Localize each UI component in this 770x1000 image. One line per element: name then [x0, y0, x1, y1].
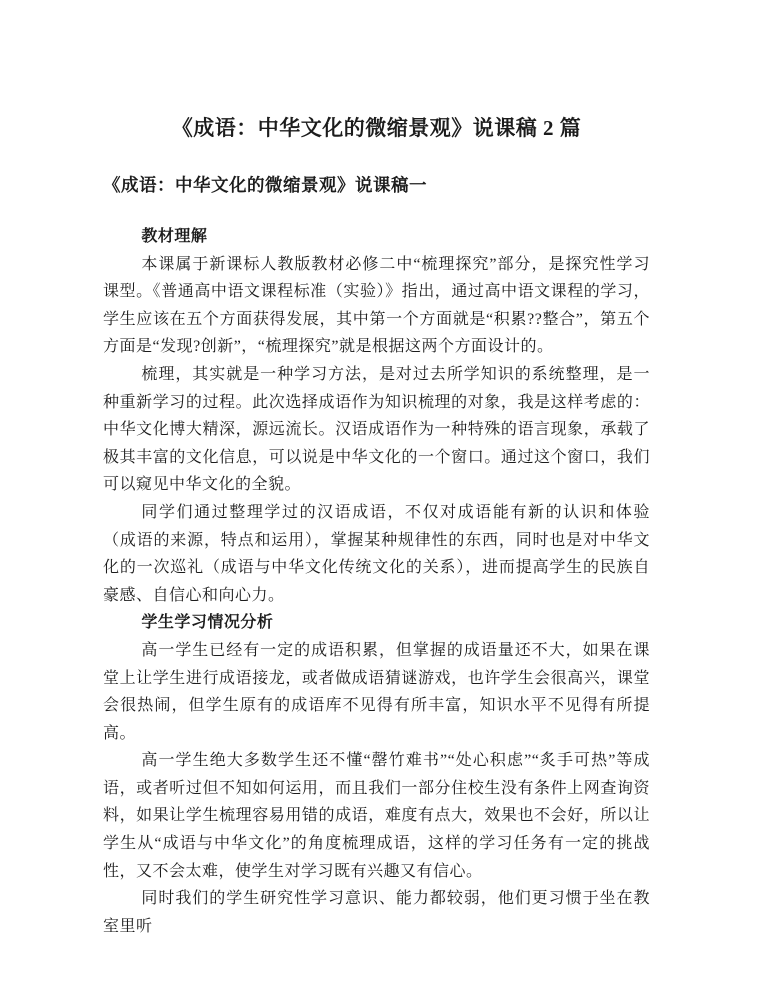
- section-title: 《成语：中华文化的微缩景观》说课稿一: [103, 175, 427, 195]
- paragraph: 同时我们的学生研究性学习意识、能力都较弱，他们更习惯于坐在教室里听: [103, 890, 650, 935]
- paragraph: 梳理，其实就是一种学习方法，是对过去所学知识的系统整理，是一种重新学习的过程。此次选择成语作为知识梳理的对象，我是这样考虑的：中华文化博大精深，源远流长。汉语成语作为一种特殊的语言现象，承载了极其丰富的文化信息，可以说是中华文化的一个窗口。通过这个窗口，我们可以窥见中华文化的全貌。: [103, 365, 650, 494]
- paragraph: 高一学生绝大多数学生还不懂“罄竹难书”“处心积虑”“炙手可热”等成语，或者听过但不知如何运用，而且我们一部分住校生没有条件上网查询资料，如果让学生梳理容易用错的成语，难度有点大，效果也不会好，所以让学生从“成语与中华文化”的角度梳理成语，这样的学习任务有一定的挑战性，又不会太难，使学生对学习既有兴趣又有信心。: [103, 752, 650, 880]
- paragraph: 本课属于新课标人教版教材必修二中“梳理探究”部分，是探究性学习课型。《普通高中语文课程标准（实验）》指出，通过高中语文课程的学习，学生应该在五个方面获得发展，其中第一个方面就是“积累??整合”，第五个方面是“发现?创新”，“梳理探究”就是根据这两个方面设计的。: [103, 255, 650, 356]
- paragraph: 同学们通过整理学过的汉语成语，不仅对成语能有新的认识和体验（成语的来源，特点和运用），掌握某种规律性的东西，同时也是对中华文化的一次巡礼（成语与中华文化传统文化的关系），进而提高学生的民族自豪感、自信心和向心力。: [103, 503, 650, 604]
- heading-textbook-understanding: 教材理解: [141, 228, 208, 245]
- document-title: 《成语：中华文化的微缩景观》说课稿 2 篇: [171, 116, 582, 140]
- paragraph: 高一学生已经有一定的成语积累，但掌握的成语量还不大，如果在课堂上让学生进行成语接龙，或者做成语猜谜游戏，也许学生会很高兴，课堂会很热闹，但学生原有的成语库不见得有所丰富，知识水平不见得有所提高。: [103, 641, 650, 742]
- heading-student-analysis: 学生学习情况分析: [141, 614, 274, 632]
- document-content: [103, 0, 650, 940]
